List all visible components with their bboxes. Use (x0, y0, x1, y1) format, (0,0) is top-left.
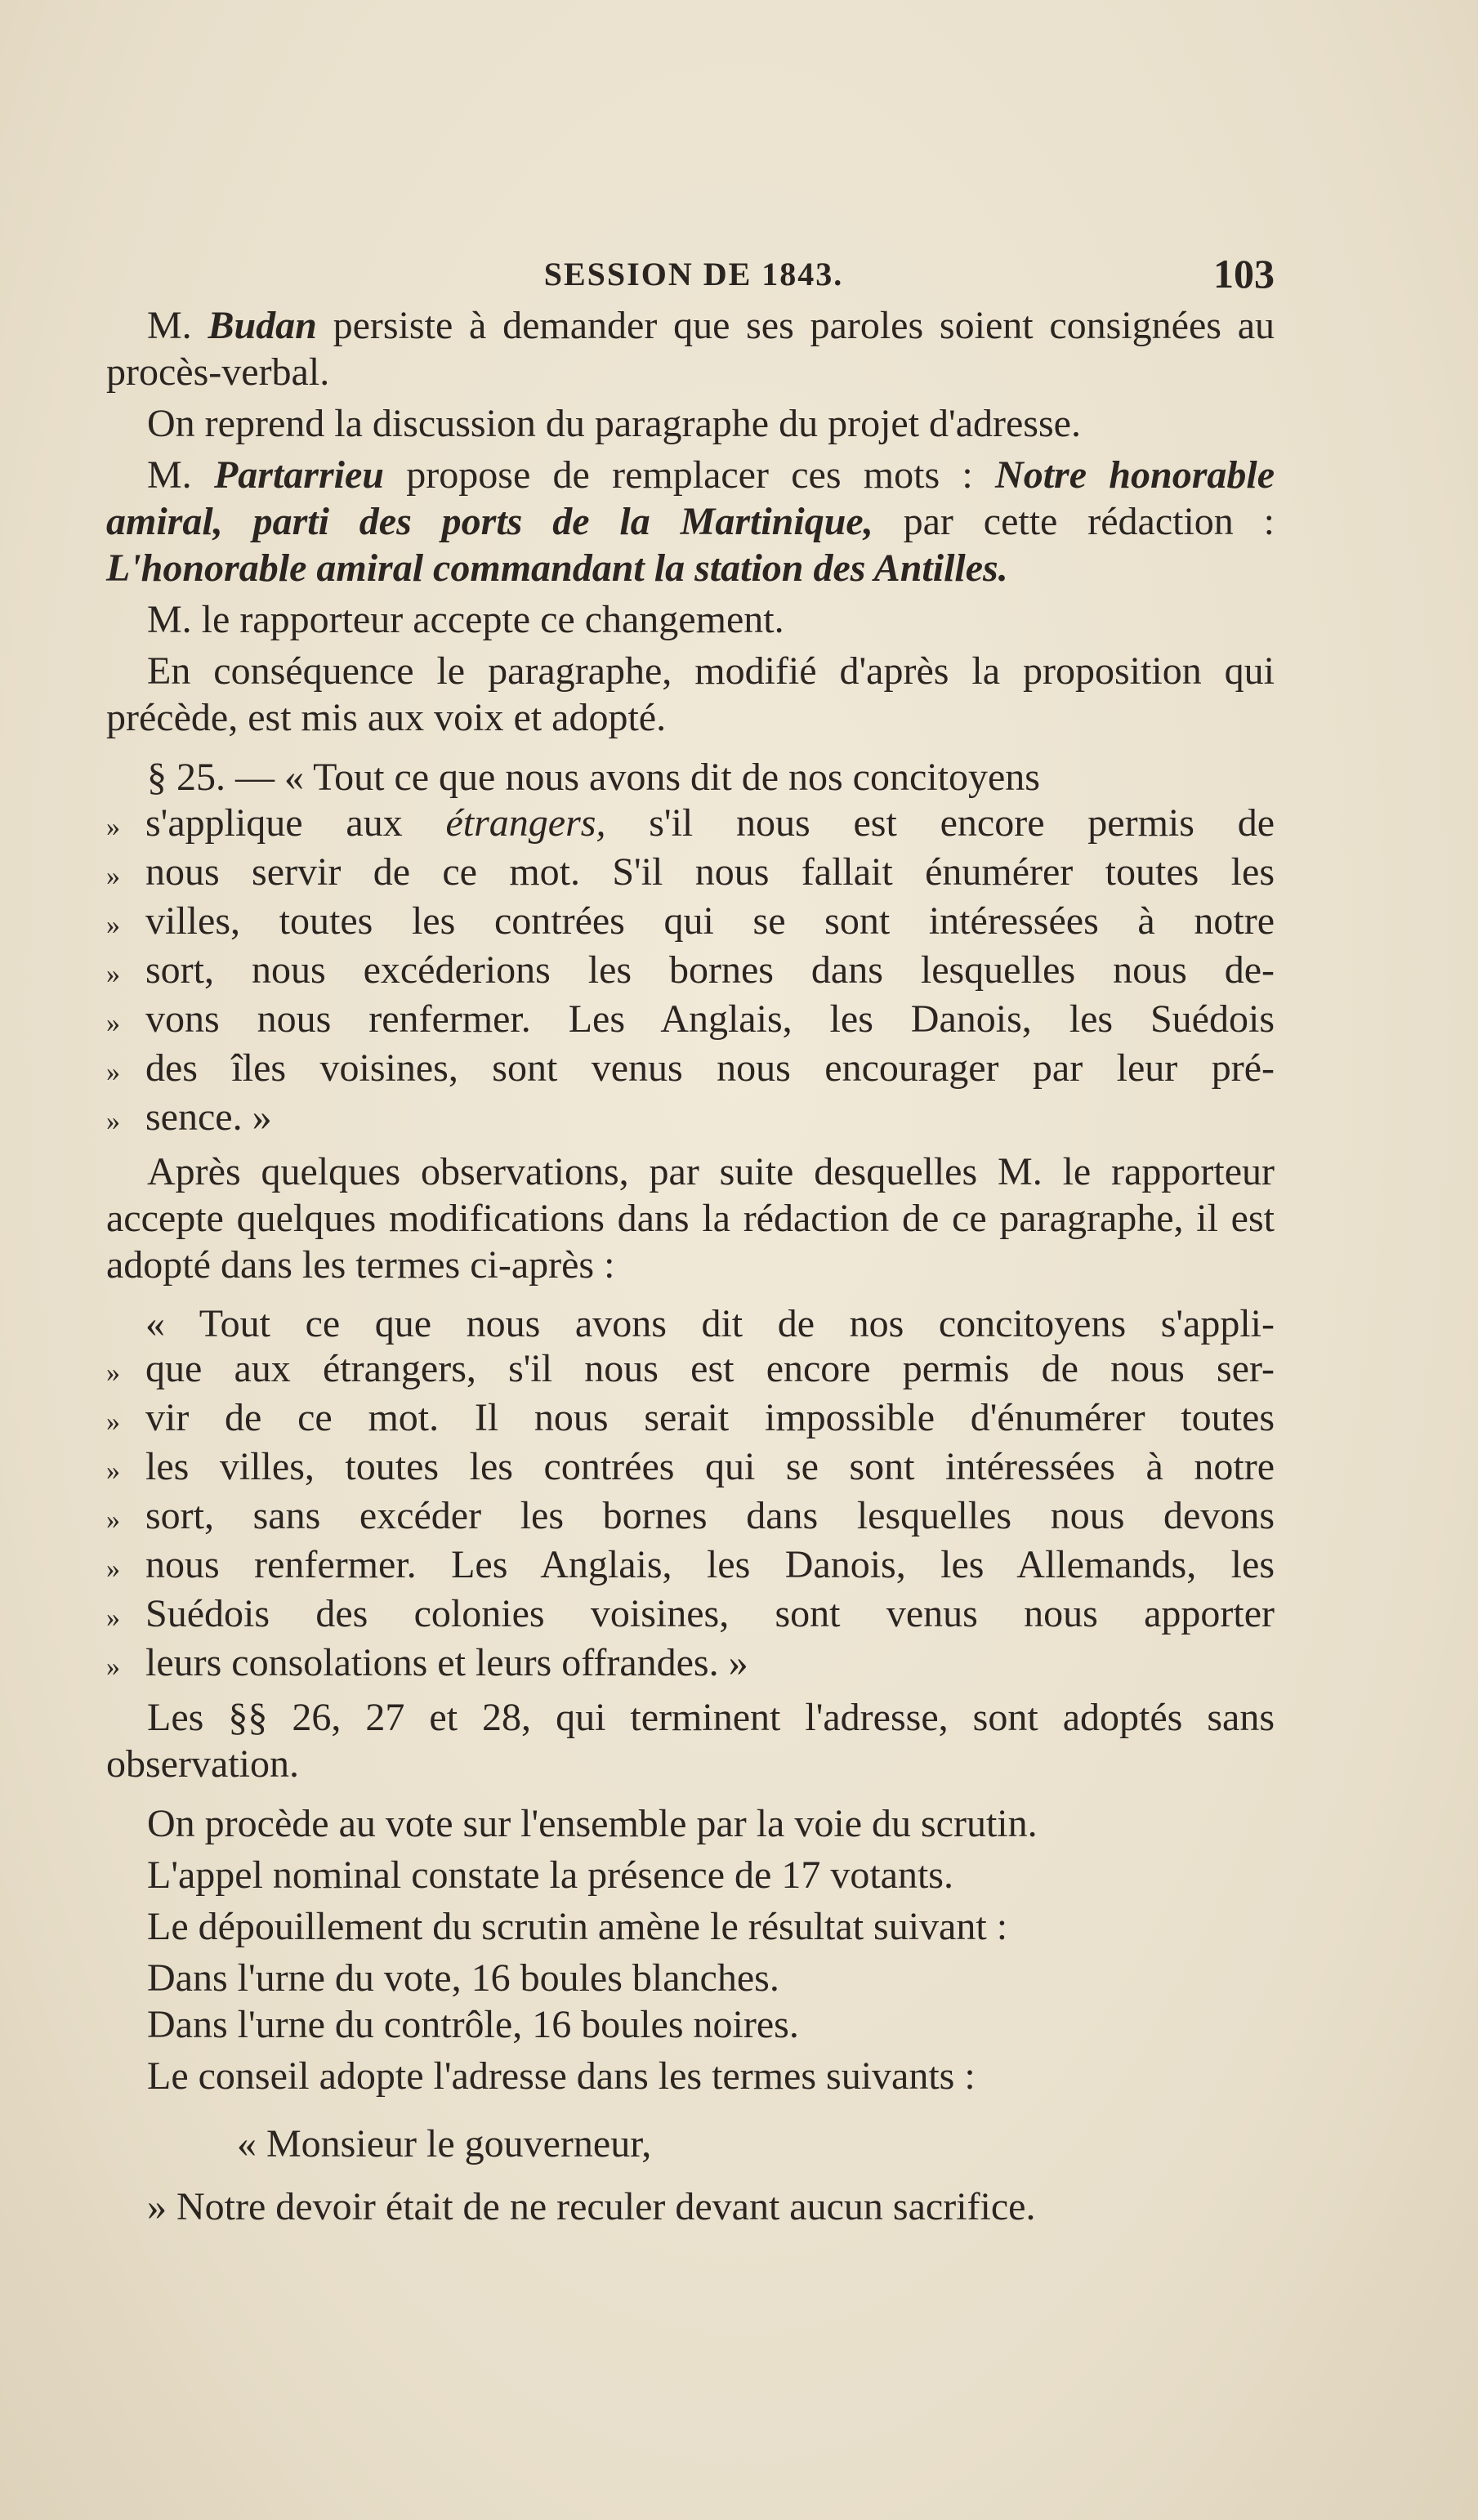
paragraph-discussion: On reprend la discussion du paragraphe du projet d'adresse. (147, 402, 1081, 445)
salutation: « Monsieur le gouverneur, (237, 2122, 652, 2165)
paragraph-urn-control: Dans l'urne du contrôle, 16 boules noires. (147, 2003, 799, 2046)
paragraph-rapporteur: M. le rapporteur accepte ce changement. (147, 598, 784, 641)
quote-line: » leurs consolations et leurs offrandes. » (106, 1641, 748, 1684)
quote-line: » les villes, toutes les contrées qui se sont intéressées à notre (106, 1445, 1275, 1488)
quote-line: » sence. » (106, 1095, 272, 1139)
quote-line: » que aux étrangers, s'il nous est encore permis de nous ser- (106, 1347, 1275, 1390)
paragraph-vote: On procède au vote sur l'ensemble par la voie du scrutin. (147, 1802, 1038, 1845)
paragraph-council-adopts: Le conseil adopte l'adresse dans les termes suivants : (147, 2054, 976, 2098)
paragraph-adopted-sections: Les §§ 26, 27 et 28, qui terminent l'adresse, sont adoptés sans observation. (106, 1696, 1275, 1786)
quote-line: » vir de ce mot. Il nous serait impossible d'énumérer toutes (106, 1396, 1275, 1439)
paragraph-count: Le dépouillement du scrutin amène le résultat suivant : (147, 1905, 1008, 1948)
page-body (106, 302, 1275, 2230)
paragraph-urn-vote: Dans l'urne du vote, 16 boules blanches. (147, 1956, 779, 2000)
paragraph-consequence: En conséquence le paragraphe, modifié d'après la proposition qui précède, est mis aux voix et adopté. (106, 649, 1275, 739)
quote-lead: § 25. — « Tout ce que nous avons dit de nos concitoyens (147, 756, 1040, 799)
page-number: 103 (1213, 251, 1275, 297)
quote-line: » des îles voisines, sont venus nous encourager par leur pré- (106, 1046, 1275, 1090)
quote-line: » nous renfermer. Les Anglais, les Danois, les Allemands, les (106, 1543, 1275, 1586)
quote-line: » Suédois des colonies voisines, sont venus nous apporter (106, 1592, 1275, 1635)
paragraph-budan: M. Budan persiste à demander que ses paroles soient consignées au procès-verbal. (106, 304, 1275, 394)
paragraph-partarrieu: M. Partarrieu propose de remplacer ces mots : Notre honorable amiral, parti des ports de la Martinique, par cette rédaction : L'honorable amiral commandant la station des Antilles. (106, 453, 1275, 590)
quote-paragraph-25 (106, 754, 1275, 1144)
quote-line: » sort, nous excéderions les bornes dans lesquelles nous de- (106, 948, 1275, 992)
running-head: SESSION DE 1843. (543, 256, 844, 292)
quote-line: » s'applique aux étrangers, s'il nous est encore permis de (106, 801, 1275, 845)
quote-line: « Tout ce que nous avons dit de nos concitoyens s'appli- (145, 1302, 1275, 1345)
address-opening: » Notre devoir était de ne reculer devant aucun sacrifice. (147, 2185, 1036, 2228)
speaker-prefix: M. (147, 453, 192, 497)
quote-line: » vons nous renfermer. Les Anglais, les Danois, les Suédois (106, 997, 1275, 1041)
paragraph-observations: Après quelques observations, par suite desquelles M. le rapporteur accepte quelques modifications dans la rédaction de ce paragraphe, il est adopté dans les termes ci-après : (106, 1150, 1275, 1287)
quote-adopted (106, 1301, 1275, 1689)
page-header (113, 245, 1275, 302)
quote-line: » sort, sans excéder les bornes dans lesquelles nous devons (106, 1494, 1275, 1537)
quote-line: » nous servir de ce mot. S'il nous fallait énumérer toutes les (106, 850, 1275, 894)
quote-line: » villes, toutes les contrées qui se sont intéressées à notre (106, 899, 1275, 943)
paragraph-roll-call: L'appel nominal constate la présence de 17 votants. (147, 1853, 953, 1897)
